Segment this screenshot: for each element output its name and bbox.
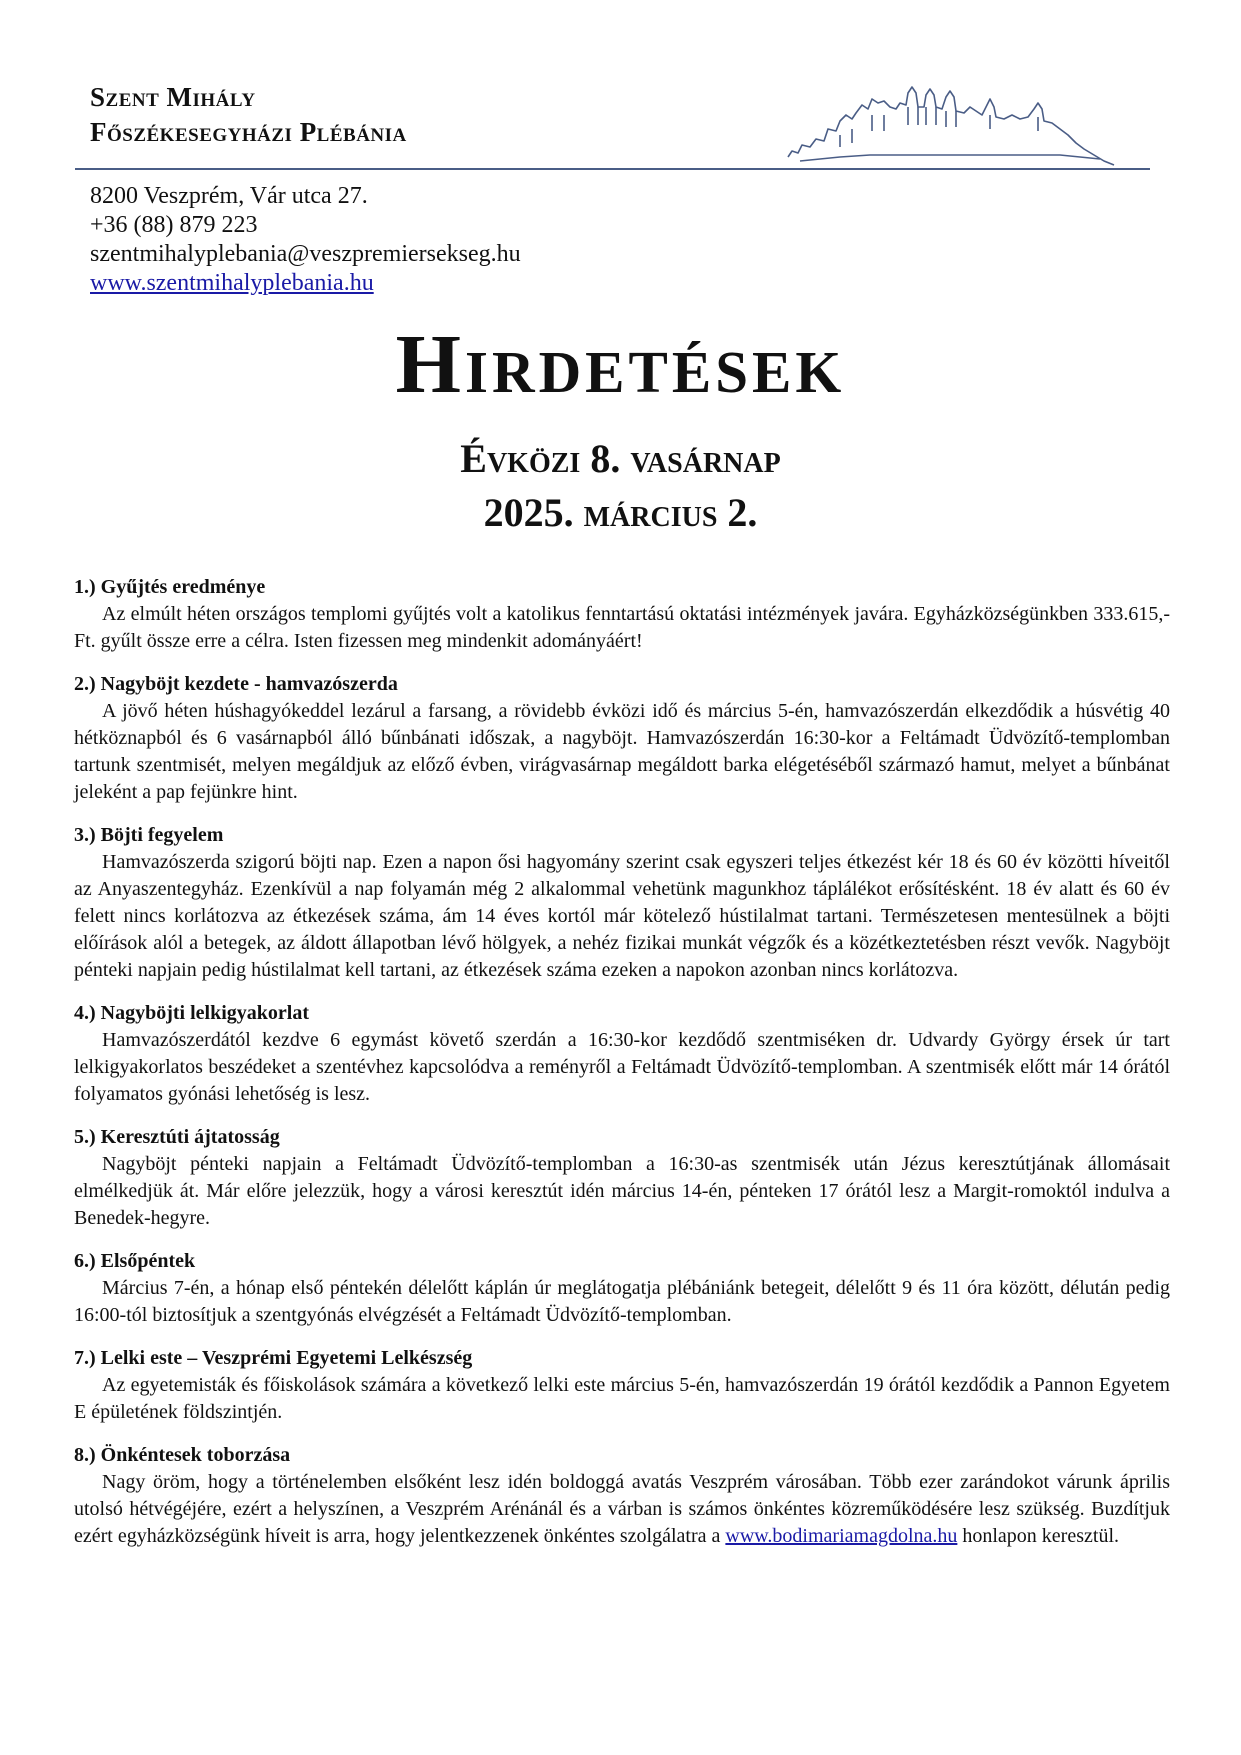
announcement-title: 5.) Keresztúti ájtatosság — [74, 1126, 280, 1148]
announcement-item — [74, 1124, 1170, 1232]
parish-name-line1: Szent Mihály — [90, 82, 256, 112]
announcement-body: Az elmúlt héten országos templomi gyűjtés volt a katolikus fenntartású oktatási intézmények javára. Egyházközségünkben 333.615,- Ft. gyűlt össze erre a célra. Isten fizessen meg mindenkit adományáért! — [74, 603, 1170, 652]
announcement-body: A jövő héten húshagyókeddel lezárul a farsang, a rövidebb évközi idő és március 5-én, hamvazószerdán elkezdődik a húsvétig 40 hétköznapból és 6 vasárnapból álló bűnbánati időszak, a nagyböjt. Hamvazószerdán 16:30-kor a Feltámadt Üdvözítő-templomban tartunk szentmisét, melyen megáldjuk az előző évben, virágvasárnap megáldott barka elégetéséből származó hamut, melyet a bűnbánat jeleként a pap fejünkre hint. — [74, 700, 1170, 803]
announcement-title: 1.) Gyűjtés eredménye — [74, 576, 266, 598]
announcement-body — [74, 1469, 1170, 1550]
announcement-body: Hamvazószerda szigorú böjti nap. Ezen a napon ősi hagyomány szerint csak egyszeri teljes étkezést kér 18 és 60 év közötti híveitől az Anyaszentegyház. Ezenkívül a nap folyamán még 2 alkalommal vehetünk magunkhoz táplálékot erősítésként. 18 év alatt és 60 év felett nincs korlátozva az étkezések száma, ám 14 éves kortól már kötelező hústilalmat tartani. Természetesen mentesülnek a böjti előírások alól a betegek, az áldott állapotban lévő hölgyek, a nehéz fizikai munkát végzők és a közétkeztetésben részt vevők. Nagyböjt pénteki napjain pedig hústilalmat kell tartani, az étkezések száma ezeken a napokon azonban nincs korlátozva. — [74, 851, 1170, 981]
volunteer-website-link[interactable]: www.bodimariamagdolna.hu — [725, 1525, 958, 1547]
announcement-title: 2.) Nagyböjt kezdete - hamvazószerda — [74, 673, 398, 695]
subtitle-date: 2025. március 2. — [483, 490, 758, 535]
announcement-body-text-end: honlapon keresztül. — [957, 1525, 1119, 1547]
announcement-item — [74, 822, 1170, 984]
letterhead — [0, 0, 1241, 296]
announcement-body: Hamvazószerdától kezdve 6 egymást követő szerdán a 16:30-kor kezdődő szentmiséken dr. Udvardy György érsek úr tart lelkigyakorlatos beszédeket a szentévhez kapcsolódva a reményről a Feltámadt Üdvözítő-templomban. A szentmisék előtt már 14 órától folyamatos gyónási lehetőség is lesz. — [74, 1029, 1170, 1105]
announcement-title: 3.) Böjti fegyelem — [74, 824, 224, 846]
parish-name — [90, 80, 407, 150]
announcement-body: Március 7-én, a hónap első péntekén délelőtt káplán úr meglátogatja plébániánk betegeit, délelőtt 9 és 11 óra között, délután pedig 16:00-tól biztosítjuk a szentgyónás elvégzését a Feltámadt Üdvözítő-templomban. — [74, 1277, 1170, 1326]
announcement-title: 4.) Nagyböjti lelkigyakorlat — [74, 1002, 309, 1024]
veszprem-castle-skyline-icon — [780, 85, 1150, 175]
announcement-title: 7.) Lelki este – Veszprémi Egyetemi Lelkészség — [74, 1347, 473, 1369]
contact-block — [90, 182, 521, 298]
announcement-body-text: Nagy öröm, hogy a történelemben elsőként lesz idén boldoggá avatás Veszprém városában. Több ezer zarándokot várunk április utolsó hétvégéjére, ezért a helyszínen, a Veszprém Arénánál és a várban is számos önkéntes közreműködésére lesz szükség. Buzdítjuk ezért egyházközségünk híveit is arra, hogy jelentkezzenek önkéntes szolgálatra a — [74, 1471, 1170, 1547]
announcement-item — [74, 574, 1170, 655]
page-title: Hirdetések — [395, 318, 846, 411]
announcements-list — [74, 574, 1170, 1566]
announcement-item — [74, 1442, 1170, 1550]
header-divider — [75, 168, 1150, 170]
subtitle-liturgical-day: Évközi 8. vasárnap — [460, 436, 781, 481]
website-link[interactable]: www.szentmihalyplebania.hu — [90, 270, 374, 296]
announcement-item — [74, 1000, 1170, 1108]
announcement-title: 8.) Önkéntesek toborzása — [74, 1444, 291, 1466]
announcement-item — [74, 1248, 1170, 1329]
announcement-item — [74, 1345, 1170, 1426]
announcement-item — [74, 671, 1170, 806]
announcement-title: 6.) Elsőpéntek — [74, 1250, 196, 1272]
announcement-body: Nagyböjt pénteki napjain a Feltámadt Üdvözítő-templomban a 16:30-as szentmisék után Jézus keresztútjának állomásait elmélkedjük át. Már előre jelezzük, hogy a városi keresztút idén március 14-én, pénteken 17 órától lesz a Margit-romoktól indulva a Benedek-hegyre. — [74, 1153, 1170, 1229]
email-text: szentmihalyplebania@veszpremiersekseg.hu — [90, 241, 521, 267]
announcement-body: Az egyetemisták és főiskolások számára a következő lelki este március 5-én, hamvazószerdán 19 órától kezdődik a Pannon Egyetem E épületének földszintjén. — [74, 1374, 1170, 1423]
phone-text: +36 (88) 879 223 — [90, 212, 258, 238]
address-text: 8200 Veszprém, Vár utca 27. — [90, 183, 368, 209]
parish-name-line2: Főszékesegyházi Plébánia — [90, 117, 407, 147]
page-subtitle — [0, 432, 1241, 540]
